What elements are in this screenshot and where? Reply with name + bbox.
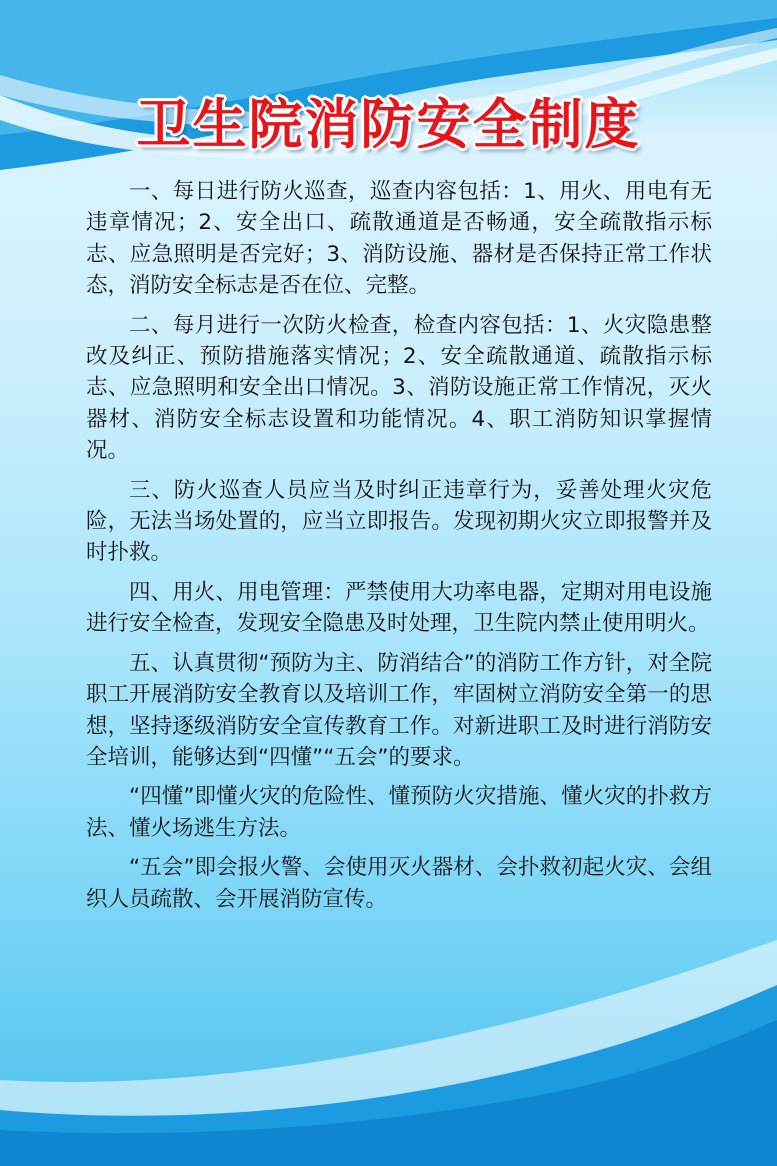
paragraph-4: 四、用火、用电管理：严禁使用大功率电器，定期对用电设施进行安全检查，发现安全隐患及时处理，卫生院内禁止使用明火。 — [86, 579, 712, 637]
paragraph-2: 二、每月进行一次防火检查，检查内容包括：1、火灾隐患整改及纠正、预防措施落实情况；2、安全疏散通道、疏散指示标志、应急照明和安全出口情况。3、消防设施正常工作情况，灭火器材、消防安全标志设置和功能情况。4、职工消防知识掌握情况。 — [86, 312, 712, 464]
paragraph-1: 一、每日进行防火巡查，巡查内容包括：1、用火、用电有无违章情况；2、安全出口、疏散通道是否畅通，安全疏散指示标志、应急照明是否完好；3、消防设施、器材是否保持正常工作状态，消防安全标志是否在位、完整。 — [86, 179, 712, 299]
paragraph-5: 五、认真贯彻“预防为主、防消结合”的消防工作方针，对全院职工开展消防安全教育以及培训工作，牢固树立消防安全第一的思想，坚持逐级消防安全宣传教育工作。对新进职工及时进行消防安全培训，能够达到“四懂”“五会”的要求。 — [86, 650, 712, 770]
page-title: 卫生院消防安全制度 — [136, 93, 641, 156]
paragraph-3: 三、防火巡查人员应当及时纠正违章行为，妥善处理火灾危险，无法当场处置的，应当立即报告。发现初期火灾立即报警并及时扑救。 — [86, 477, 712, 566]
regulation-body — [86, 176, 712, 923]
paragraph-four-understandings: “四懂”即懂火灾的危险性、懂预防火灾措施、懂火灾的扑救方法、懂火场逃生方法。 — [86, 784, 712, 841]
paragraph-five-abilities: “五会”即会报火警、会使用灭火器材、会扑救初起火灾、会组织人员疏散、会开展消防宣传。 — [86, 855, 712, 912]
